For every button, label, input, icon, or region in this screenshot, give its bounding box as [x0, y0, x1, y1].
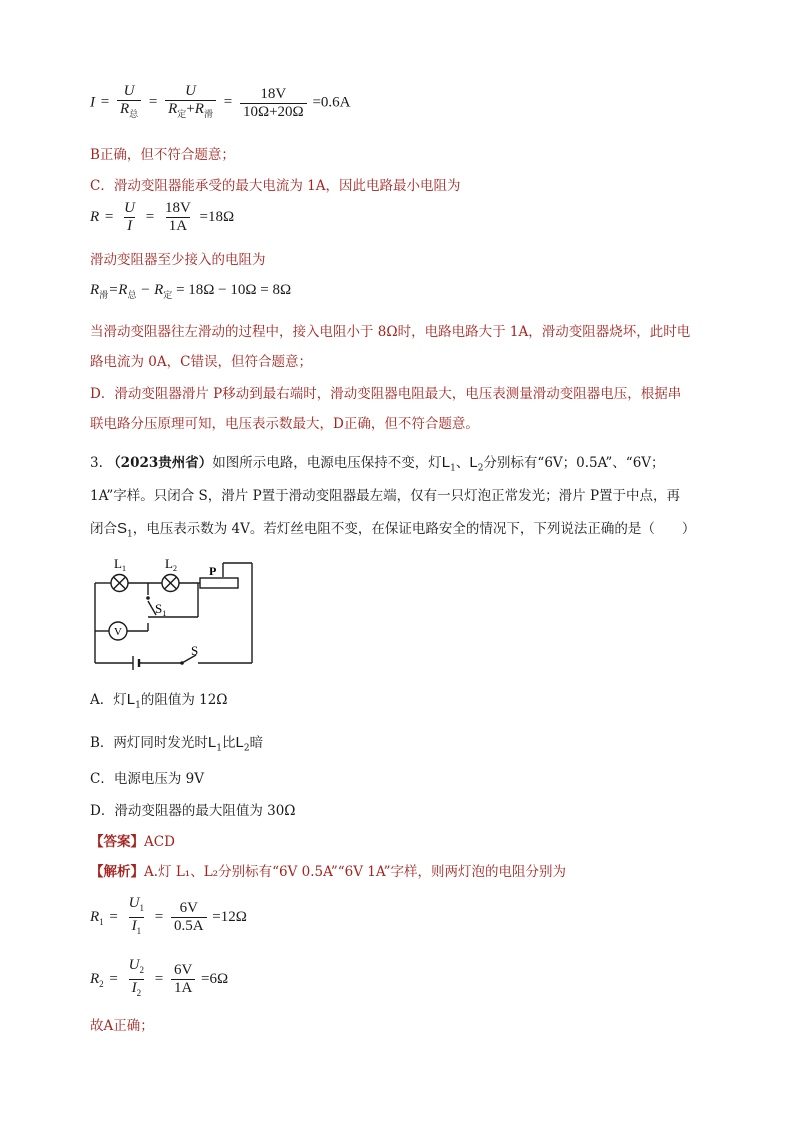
switch-symbol: S: [117, 520, 128, 537]
option-c: C．电源电压为 9V: [90, 771, 204, 787]
equation-current: I = $\frac{U}{R_总}$ = $\frac{U}{R_定+R_滑}$ = $\frac{18V}{10\Omega+20\Omega}$ =0.6A: [90, 83, 351, 123]
eq-symbol: R: [90, 908, 100, 925]
rheostat: [200, 578, 238, 588]
lamp-symbol: L: [441, 454, 451, 471]
lamp-symbol: L: [207, 734, 217, 751]
question-text: 分别标有“6V；0.5A”、“6V；: [483, 455, 665, 471]
option-text: 比: [222, 735, 236, 751]
eq-sub: 总: [127, 290, 137, 300]
analysis-label: 【解析】: [90, 864, 144, 880]
option-b: [90, 733, 263, 759]
switch-s-contact: [180, 661, 184, 665]
question-line3: [90, 519, 695, 545]
eq-result: =18Ω: [199, 208, 235, 225]
switch-s1-contact: [146, 596, 150, 600]
question-line2: 1A”字样。只闭合 S，滑片 P置于滑动变阻器最左端，仅有一只灯泡正常发光；滑片 P置于中点，再: [90, 488, 681, 504]
label-s: S: [191, 643, 199, 658]
eq-sub: 2: [136, 988, 142, 998]
answer-line: [90, 832, 175, 852]
eq-term: =R: [108, 282, 128, 298]
final-line: 故A正确；: [90, 1018, 154, 1034]
eq-den: I: [131, 918, 137, 934]
option-d: D．滑动变阻器的最大阻值为 30Ω: [90, 803, 296, 819]
equation-r2: $R_2$ = $\frac{U_2}{I_2}$ = $\frac{6V}{1A}$ =6Ω: [90, 957, 228, 1002]
equation-r1: $R_1$ = $\frac{U_1}{I_1}$ = $\frac{6V}{0.5A}$ =12Ω: [90, 895, 247, 940]
eq-symbol: R: [90, 970, 100, 987]
eq-sub: 2: [139, 965, 144, 975]
analysis-line: [90, 862, 566, 882]
rheostat-min-text: 滑动变阻器至少接入的电阻为: [90, 252, 266, 268]
eq-den: I: [124, 217, 135, 235]
eq-term: − R: [136, 282, 164, 298]
label-v: V: [114, 626, 122, 638]
eq-den: 0.5A: [171, 917, 207, 935]
question-text: 闭合: [90, 521, 117, 537]
eq-symbol: I: [90, 94, 95, 111]
eq-sub: 1: [139, 903, 144, 913]
lamp-symbol: L: [235, 734, 244, 751]
eq-result: =0.6A: [312, 94, 351, 111]
eq-den: 1A: [166, 217, 190, 235]
red-paragraph-line2: 路电流为 0A，C错误，但符合题意；: [90, 354, 312, 370]
lamp-sub: 1: [135, 700, 141, 711]
b-correct-text: B正确，但不符合题意；: [90, 147, 235, 163]
lamp-l1: [111, 575, 128, 592]
lamp-l2: [162, 575, 179, 592]
label-s1: $S_1$: [155, 601, 167, 618]
eq-sub: 定: [163, 290, 173, 300]
lamp-sub: 2: [243, 743, 250, 754]
eq-num: U: [128, 895, 140, 911]
lamp-symbol: L: [469, 454, 478, 471]
option-text: B．两灯同时发光时: [90, 735, 208, 751]
eq-symbol: R: [90, 208, 100, 225]
answer-value: ACD: [144, 834, 175, 850]
equation-rheostat: [90, 282, 291, 301]
eq-num: 18V: [164, 200, 191, 216]
eq-result: = 18Ω − 10Ω = 8Ω: [172, 282, 292, 298]
eq-symbol: R: [90, 282, 100, 298]
eq-result: =6Ω: [201, 970, 229, 987]
option-text: 暗: [249, 735, 264, 751]
separator: 、: [455, 455, 470, 471]
eq-num: U: [128, 957, 140, 973]
lamp-sub: 2: [477, 463, 484, 474]
lamp-sub: 1: [450, 463, 456, 474]
eq-num: 6V: [179, 900, 198, 916]
eq-den: 1A: [171, 979, 195, 997]
question-number: 3.: [90, 455, 103, 471]
question-text: ，电压表示数为 4V。若灯丝电阻不变，在保证电路安全的情况下，下列说法正确的是（ ）: [132, 521, 696, 537]
eq-den: R: [194, 101, 204, 117]
eq-den: R: [119, 101, 130, 117]
eq-den: I: [131, 980, 137, 996]
option-text: 的阻值为 12Ω: [140, 692, 228, 708]
label-l1: $L_1$: [114, 556, 126, 573]
eq-num: 6V: [173, 962, 193, 978]
switch-sub: 1: [127, 529, 133, 540]
eq-num: U: [123, 83, 135, 99]
c-intro-text: C．滑动变阻器能承受的最大电流为 1A，因此电路最小电阻为: [90, 178, 461, 194]
d-paragraph-line2: 联电路分压原理可知，电压表示数最大，D正确，但不符合题意。: [90, 416, 479, 432]
question-text: 如图所示电路，电源电压保持不变，灯: [212, 455, 442, 471]
equation-min-resistance: R = $\frac{U}{I}$ = $\frac{18V}{1A}$ =18Ω: [90, 200, 235, 234]
eq-den: R: [168, 101, 178, 117]
eq-plus: +: [186, 101, 195, 117]
eq-sub: 定: [177, 109, 187, 119]
lamp-symbol: L: [126, 691, 136, 708]
eq-num: 18V: [260, 85, 287, 102]
eq-sub: 总: [129, 109, 139, 119]
d-paragraph-line1: D．滑动变阻器滑片 P移动到最右端时，滑动变阻器电阻最大，电压表测量滑动变阻器电压，根据串: [90, 386, 682, 402]
red-paragraph-line1: 当滑动变阻器往左滑动的过程中，接入电阻小于 8Ω时，电路电路大于 1A，滑动变阻器烧坏，此时电: [90, 324, 691, 340]
label-l2: $L_2$: [165, 556, 177, 573]
eq-num: U: [124, 200, 135, 216]
question-source: （2023贵州省）: [107, 455, 213, 471]
option-a: [90, 690, 228, 716]
analysis-text: A.灯 L₁、L₂分别标有“6V 0.5A”“6V 1A”字样，则两灯泡的电阻分别为: [144, 864, 567, 880]
answer-label: 【答案】: [90, 834, 144, 850]
label-p: P: [209, 564, 217, 578]
lamp-sub: 1: [216, 743, 222, 754]
circuit-diagram: [90, 553, 260, 671]
option-text: A．灯: [90, 692, 127, 708]
eq-sub: 滑: [99, 290, 109, 300]
eq-sub: 1: [136, 926, 142, 936]
eq-result: =12Ω: [212, 908, 247, 925]
eq-num: U: [185, 83, 196, 99]
eq-sub: 1: [99, 916, 104, 927]
eq-sub: 滑: [203, 109, 213, 119]
question-line1: [90, 453, 665, 479]
eq-sub: 2: [99, 978, 104, 989]
eq-den: 10Ω+20Ω: [240, 103, 307, 121]
